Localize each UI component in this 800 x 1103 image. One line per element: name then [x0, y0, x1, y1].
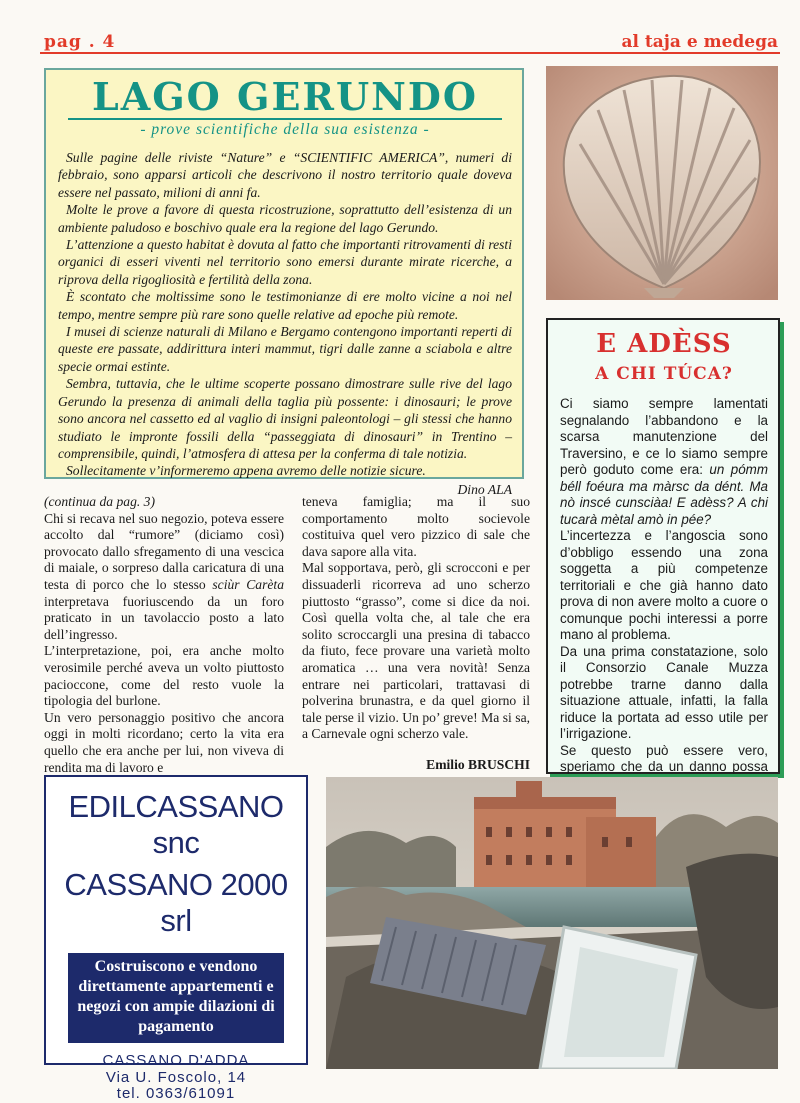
edilcassano-advertisement	[44, 775, 308, 1102]
paragraph: L’attenzione a questo habitat è dovuta al fatto che importanti ritrovamenti di resti organici di esseri viventi nel territorio sono emersi durante mirate ricerche, a riprova della rigogliosità e fertilità della zona.	[58, 237, 512, 287]
article-title: LAGO GERUNDO	[92, 74, 478, 119]
paragraph-text: Ci siamo sempre lamentati segnalando l’abbandono e la scarsa manutenzione del Traversino, e ce lo siamo sempre però goduto come era:	[560, 396, 768, 477]
dialect-quote: un pómm béll foéura ma màrsc da dént. Ma nò inscé cunsciàa! E adèss? A chi tucarà mètal amò in pée?	[560, 462, 768, 527]
fossil-shell-photo	[546, 66, 778, 300]
company-name: EDILCASSANO snc	[68, 789, 284, 860]
paragraph-text: interpretava fuoriuscendo da un foro praticato in un tavolaccio posto a lato dell’ingresso.	[44, 593, 284, 642]
box-subtitle: A CHI TÚCA?	[595, 364, 733, 384]
publication-name: al taja e medega	[621, 32, 778, 52]
box-title: E ADÈSS	[596, 329, 732, 359]
paragraph: Sollecitamente v’informeremo appena avremo delle notizie sicure.	[66, 463, 426, 479]
paragraph: Da una prima constatazione, solo il Consorzio Canale Muzza potrebbe trarne danno dalla situazione attuale, infatti, la falla riduce la portata ad esso utile per l’irrigazione.	[560, 643, 768, 741]
paragraph: Un vero personaggio positivo che ancora oggi in molti ricordano; certo la vita era quello che era anche per lui, non viveva di rendita ma di lavoro e	[44, 709, 284, 775]
paragraph: È scontato che moltissime sono le testimonianze di ere molto vicine a noi nel tempo, mentre sempre più rare sono quelle relative ad epoche più remote.	[58, 289, 512, 322]
article-column-right	[302, 494, 530, 774]
paragraph: L’incertezza e l’angoscia sono d’obbligo essendo una zona soggetta a più competenze territoriali e che già hanno dato prova di non avere molto a cuore o comunque pochi interessi a porre mano al problema.	[560, 528, 768, 642]
company-name: CASSANO 2000 srl	[64, 867, 288, 938]
article-column-left	[44, 494, 284, 776]
ad-address	[46, 1053, 306, 1103]
continued-note: (continua da pag. 3)	[44, 494, 156, 509]
paragraph: Molte le prove a favore di questa ricostruzione, soprattutto dell’esistenza di un ambiente paludoso e boschivo quale era la regione del lago Gerundo.	[58, 202, 512, 235]
paragraph	[560, 396, 768, 528]
paragraph: Mal sopportava, però, gli scrocconi e per dissuaderli ricorreva ad uno scherzo piuttosto “grasso”, come si dice da noi. Così quella volta che, al tale che era solito scroccargli una presina di tabacco da fiuto, fece provare una varietà molto aromatica … una vera novità! Senza entrare nei particolari, trattavasi di polverina brunastra, e da quel giorno il tale perse il vizio. Un po’ greve! Ma si sa, a Carnevale ogni scherzo vale.	[302, 560, 530, 742]
ad-phone: tel. 0363/61091	[116, 1085, 236, 1102]
lago-gerundo-article	[44, 68, 524, 497]
article-subtitle: - prove scientifiche della sua esistenza -	[140, 121, 430, 138]
paragraph: Se questo può essere vero, speriamo che da un danno possa	[560, 742, 768, 774]
ad-street: Via U. Foscolo, 14	[105, 1068, 247, 1086]
paragraph: L’interpretazione, poi, era anche molto verosimile perché aveva un volto piuttosto pacioccone, come del resto vuole la tipologia del burlone.	[44, 643, 284, 709]
paragraph: I musei di scienze naturali di Milano e Bergamo contengono importanti reperti di queste ere passate, addirittura interi mammut, tigri dalle zanne a sciabola e altre specie ormai estinte.	[58, 324, 512, 374]
ad-banner: Costruiscono e vendono direttamente appartementi e negozi con ampie dilazioni di pagamento	[68, 953, 284, 1043]
article-body	[58, 149, 512, 480]
e-adess-article	[546, 318, 780, 774]
castle-river-photo	[326, 777, 778, 1069]
paragraph: Sulle pagine delle riviste “Nature” e “SCIENTIFIC AMERICA”, numeri di febbraio, sono apparsi articoli che descrivono il nostro territorio quale doveva essere nel passato, milioni di anni fa.	[58, 150, 512, 200]
header-rule	[40, 52, 780, 54]
paragraph: teneva famiglia; ma il suo comportamento molto socievole costituiva quel vero pizzico di sale che dava sapore alla vita.	[302, 494, 530, 559]
paragraph	[44, 511, 284, 644]
article-author: Emilio BRUSCHI	[426, 756, 530, 772]
box-body	[560, 396, 768, 809]
paragraph-text: Chi si recava nel suo negozio, poteva essere accolto dal “rumore” (diciamo così) provocato dallo sfregamento di una vescica di maiale, o sorpreso dalla caricatura di una testa di porco che lo stesso	[44, 510, 284, 592]
ad-city: CASSANO D'ADDA	[102, 1052, 250, 1069]
article-author: Dino ALA	[457, 481, 512, 497]
character-name: sciùr Carèta	[212, 576, 284, 592]
paragraph: Sembra, tuttavia, che le ultime scoperte possano dimostrare sulle rive del lago Gerundo la presenza di animali della taglia più possente: i dinosauri; le prove sono ancora nel cassetto ed al vaglio di insigni paleontologi – gli stessi che hanno studiato le impronte fossili della “passeggiata di dinosauri” in Trentino – comprensibile, quindi, l’atmosfera di attesa per la conferma di tale notizia.	[58, 376, 512, 461]
page-number: pag . 4	[44, 32, 116, 52]
